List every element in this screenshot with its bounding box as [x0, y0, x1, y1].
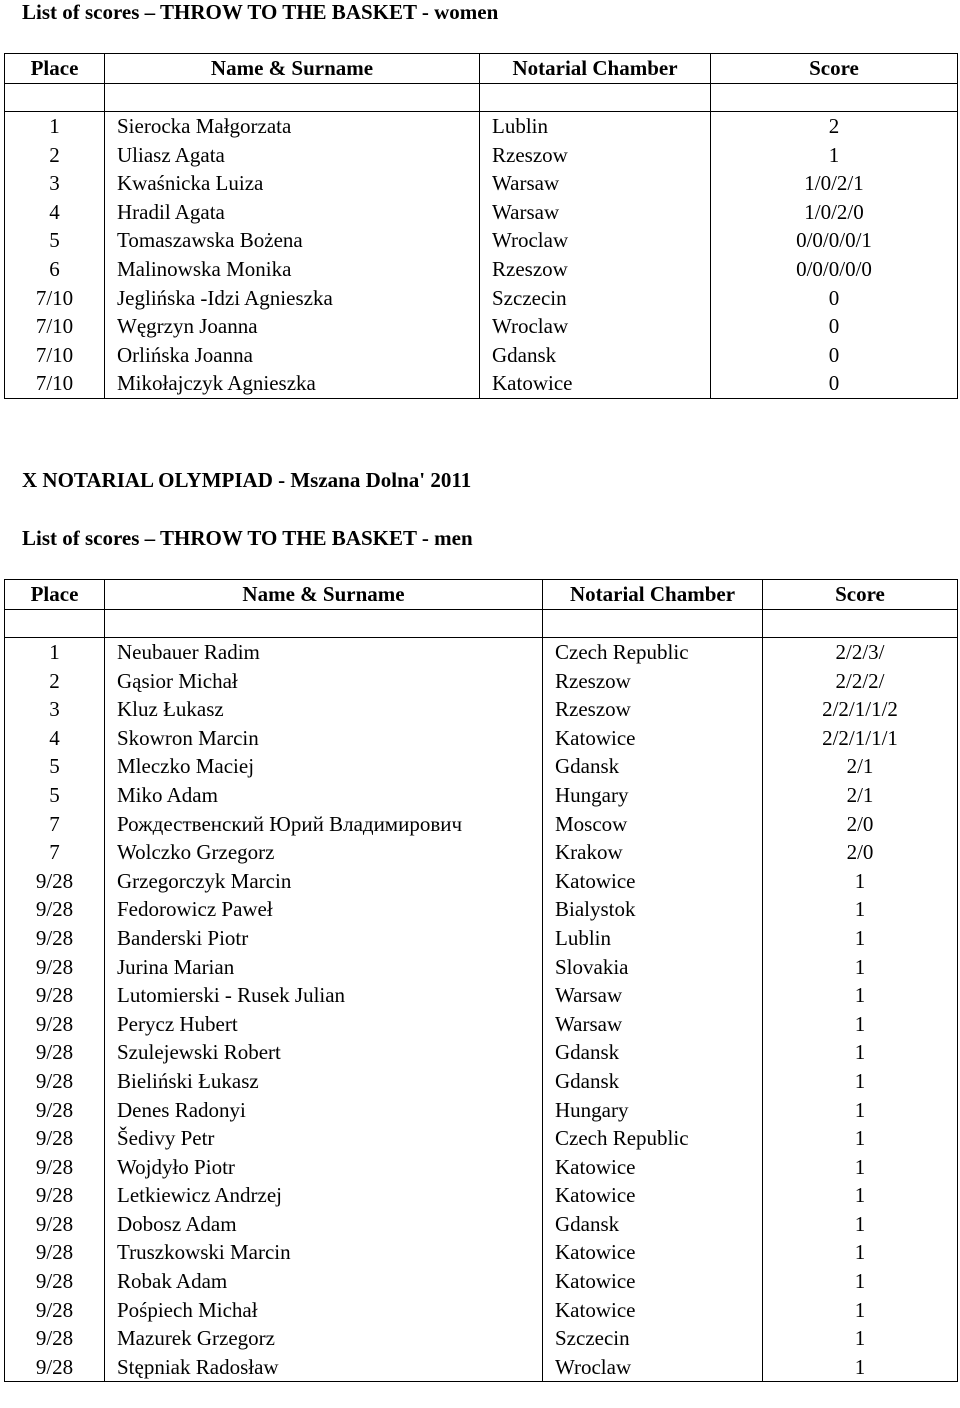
- score-cell: 2/0: [763, 838, 958, 867]
- name-cell: Jurina Marian: [105, 953, 543, 982]
- place-cell: 5: [5, 781, 105, 810]
- score-cell: 1: [763, 1181, 958, 1210]
- name-cell: Pośpiech Michał: [105, 1296, 543, 1325]
- place-cell: 9/28: [5, 867, 105, 896]
- table-row: [5, 1296, 958, 1325]
- table-row: [5, 255, 958, 284]
- place-cell: 4: [5, 724, 105, 753]
- score-cell: 1: [711, 141, 958, 170]
- name-cell: Węgrzyn Joanna: [105, 312, 480, 341]
- place-cell: 7: [5, 810, 105, 839]
- chamber-cell: Lublin: [543, 924, 763, 953]
- name-cell: Kluz Łukasz: [105, 695, 543, 724]
- place-cell: 3: [5, 695, 105, 724]
- name-cell: Szulejewski Robert: [105, 1038, 543, 1067]
- chamber-cell: Katowice: [543, 1153, 763, 1182]
- chamber-cell: Hungary: [543, 781, 763, 810]
- score-cell: 2: [711, 112, 958, 141]
- place-cell: 9/28: [5, 1296, 105, 1325]
- table-row: [5, 312, 958, 341]
- name-cell: Grzegorczyk Marcin: [105, 867, 543, 896]
- score-cell: 0: [711, 369, 958, 398]
- table-row: [5, 169, 958, 198]
- place-cell: 9/28: [5, 981, 105, 1010]
- men-list-title: List of scores – THROW TO THE BASKET - men: [22, 526, 473, 550]
- table-row: [5, 895, 958, 924]
- place-cell: 7/10: [5, 312, 105, 341]
- name-cell: Gąsior Michał: [105, 667, 543, 696]
- place-cell: 7: [5, 838, 105, 867]
- name-cell: Robak Adam: [105, 1267, 543, 1296]
- empty-cell: [5, 84, 105, 112]
- score-cell: 1: [763, 1353, 958, 1382]
- table-row: [5, 112, 958, 141]
- chamber-cell: Wroclaw: [480, 312, 711, 341]
- chamber-cell: Krakow: [543, 838, 763, 867]
- table-row: [5, 724, 958, 753]
- name-cell: Malinowska Monika: [105, 255, 480, 284]
- table-row: [5, 1210, 958, 1239]
- place-cell: 9/28: [5, 1067, 105, 1096]
- place-cell: 9/28: [5, 1238, 105, 1267]
- name-cell: Truszkowski Marcin: [105, 1238, 543, 1267]
- score-cell: 1: [763, 1324, 958, 1353]
- score-cell: 1: [763, 1238, 958, 1267]
- table-row: [5, 198, 958, 227]
- chamber-cell: Szczecin: [543, 1324, 763, 1353]
- score-cell: 1: [763, 1038, 958, 1067]
- place-cell: 9/28: [5, 1210, 105, 1239]
- place-cell: 4: [5, 198, 105, 227]
- empty-cell: [763, 610, 958, 638]
- place-cell: 9/28: [5, 1010, 105, 1039]
- score-cell: 0/0/0/0/0: [711, 255, 958, 284]
- header-row: [5, 54, 958, 84]
- place-cell: 5: [5, 226, 105, 255]
- chamber-cell: Gdansk: [543, 752, 763, 781]
- score-cell: 0/0/0/0/1: [711, 226, 958, 255]
- name-cell: Рождественский Юрий Владимирович: [105, 810, 543, 839]
- chamber-cell: Warsaw: [543, 981, 763, 1010]
- name-cell: Šedivy Petr: [105, 1124, 543, 1153]
- table-row: [5, 341, 958, 370]
- table-row: [5, 781, 958, 810]
- chamber-cell: Rzeszow: [480, 141, 711, 170]
- place-cell: 9/28: [5, 1324, 105, 1353]
- place-cell: 1: [5, 638, 105, 667]
- place-cell: 2: [5, 141, 105, 170]
- place-cell: 9/28: [5, 1153, 105, 1182]
- chamber-cell: Katowice: [543, 867, 763, 896]
- chamber-cell: Gdansk: [543, 1210, 763, 1239]
- table-row: [5, 810, 958, 839]
- table-row: [5, 695, 958, 724]
- score-cell: 2/2/3/: [763, 638, 958, 667]
- empty-cell: [105, 84, 480, 112]
- score-cell: 1: [763, 1067, 958, 1096]
- table-row: [5, 953, 958, 982]
- name-cell: Mikołajczyk Agnieszka: [105, 369, 480, 398]
- chamber-header: Notarial Chamber: [543, 580, 763, 610]
- place-cell: 3: [5, 169, 105, 198]
- place-cell: 9/28: [5, 895, 105, 924]
- score-cell: 0: [711, 341, 958, 370]
- chamber-cell: Moscow: [543, 810, 763, 839]
- place-cell: 7/10: [5, 369, 105, 398]
- place-cell: 7/10: [5, 284, 105, 313]
- table-row: [5, 1038, 958, 1067]
- name-cell: Miko Adam: [105, 781, 543, 810]
- table-row: [5, 1096, 958, 1125]
- score-cell: 1: [763, 895, 958, 924]
- score-cell: 1: [763, 1124, 958, 1153]
- chamber-cell: Katowice: [543, 1296, 763, 1325]
- chamber-cell: Warsaw: [480, 169, 711, 198]
- empty-cell: [105, 610, 543, 638]
- chamber-cell: Hungary: [543, 1096, 763, 1125]
- place-cell: 6: [5, 255, 105, 284]
- score-cell: 2/1: [763, 752, 958, 781]
- table-row: [5, 1124, 958, 1153]
- table-row: [5, 1267, 958, 1296]
- chamber-cell: Czech Republic: [543, 638, 763, 667]
- name-cell: Mleczko Maciej: [105, 752, 543, 781]
- score-cell: 2/0: [763, 810, 958, 839]
- place-cell: 9/28: [5, 924, 105, 953]
- chamber-cell: Lublin: [480, 112, 711, 141]
- spacer-row: [5, 610, 958, 638]
- score-cell: 1: [763, 1210, 958, 1239]
- place-cell: 1: [5, 112, 105, 141]
- table-row: [5, 369, 958, 398]
- place-cell: 9/28: [5, 1267, 105, 1296]
- place-cell: 9/28: [5, 1038, 105, 1067]
- table-row: [5, 284, 958, 313]
- chamber-cell: Warsaw: [480, 198, 711, 227]
- name-cell: Dobosz Adam: [105, 1210, 543, 1239]
- table-row: [5, 1153, 958, 1182]
- score-cell: 2/2/2/: [763, 667, 958, 696]
- name-cell: Denes Radonyi: [105, 1096, 543, 1125]
- name-cell: Fedorowicz Paweł: [105, 895, 543, 924]
- score-cell: 2/1: [763, 781, 958, 810]
- spacer-row: [5, 84, 958, 112]
- table-row: [5, 226, 958, 255]
- chamber-cell: Warsaw: [543, 1010, 763, 1039]
- table-row: [5, 1181, 958, 1210]
- name-cell: Lutomierski - Rusek Julian: [105, 981, 543, 1010]
- header-row: [5, 580, 958, 610]
- name-cell: Uliasz Agata: [105, 141, 480, 170]
- table-row: [5, 1010, 958, 1039]
- empty-cell: [711, 84, 958, 112]
- chamber-cell: Rzeszow: [543, 695, 763, 724]
- table-row: [5, 1324, 958, 1353]
- score-cell: 1: [763, 1153, 958, 1182]
- chamber-cell: Rzeszow: [480, 255, 711, 284]
- place-cell: 9/28: [5, 1181, 105, 1210]
- score-cell: 1: [763, 924, 958, 953]
- chamber-cell: Slovakia: [543, 953, 763, 982]
- name-cell: Jeglińska -Idzi Agnieszka: [105, 284, 480, 313]
- chamber-cell: Katowice: [543, 1238, 763, 1267]
- place-cell: 9/28: [5, 1096, 105, 1125]
- table-row: [5, 638, 958, 667]
- table-row: [5, 838, 958, 867]
- chamber-cell: Katowice: [480, 369, 711, 398]
- score-header: Score: [763, 580, 958, 610]
- place-cell: 9/28: [5, 1353, 105, 1382]
- name-cell: Sierocka Małgorzata: [105, 112, 480, 141]
- score-cell: 0: [711, 284, 958, 313]
- name-header: Name & Surname: [105, 54, 480, 84]
- empty-cell: [5, 610, 105, 638]
- place-cell: 5: [5, 752, 105, 781]
- empty-cell: [543, 610, 763, 638]
- table-row: [5, 667, 958, 696]
- table-row: [5, 752, 958, 781]
- name-cell: Wojdyło Piotr: [105, 1153, 543, 1182]
- table-row: [5, 1067, 958, 1096]
- score-cell: 2/2/1/1/2: [763, 695, 958, 724]
- place-header: Place: [5, 580, 105, 610]
- chamber-cell: Czech Republic: [543, 1124, 763, 1153]
- chamber-cell: Katowice: [543, 1181, 763, 1210]
- name-cell: Bieliński Łukasz: [105, 1067, 543, 1096]
- name-cell: Perycz Hubert: [105, 1010, 543, 1039]
- table-row: [5, 141, 958, 170]
- score-cell: 1: [763, 981, 958, 1010]
- empty-cell: [480, 84, 711, 112]
- place-cell: 9/28: [5, 1124, 105, 1153]
- score-cell: 1: [763, 1096, 958, 1125]
- name-cell: Letkiewicz Andrzej: [105, 1181, 543, 1210]
- table-row: [5, 867, 958, 896]
- name-cell: Tomaszawska Bożena: [105, 226, 480, 255]
- chamber-cell: Bialystok: [543, 895, 763, 924]
- name-header: Name & Surname: [105, 580, 543, 610]
- score-cell: 1: [763, 1010, 958, 1039]
- table-row: [5, 1238, 958, 1267]
- score-cell: 1: [763, 953, 958, 982]
- name-cell: Skowron Marcin: [105, 724, 543, 753]
- score-header: Score: [711, 54, 958, 84]
- name-cell: Orlińska Joanna: [105, 341, 480, 370]
- score-cell: 1: [763, 1296, 958, 1325]
- chamber-cell: Gdansk: [480, 341, 711, 370]
- name-cell: Banderski Piotr: [105, 924, 543, 953]
- place-cell: 2: [5, 667, 105, 696]
- chamber-cell: Katowice: [543, 1267, 763, 1296]
- table-row: [5, 1353, 958, 1382]
- event-title: X NOTARIAL OLYMPIAD - Mszana Dolna' 2011: [22, 468, 472, 492]
- table-row: [5, 924, 958, 953]
- chamber-cell: Rzeszow: [543, 667, 763, 696]
- score-cell: 1/0/2/0: [711, 198, 958, 227]
- score-cell: 1: [763, 1267, 958, 1296]
- chamber-header: Notarial Chamber: [480, 54, 711, 84]
- chamber-cell: Gdansk: [543, 1067, 763, 1096]
- chamber-cell: Gdansk: [543, 1038, 763, 1067]
- name-cell: Wolczko Grzegorz: [105, 838, 543, 867]
- women-list-title: List of scores – THROW TO THE BASKET - women: [22, 0, 499, 24]
- place-cell: 9/28: [5, 953, 105, 982]
- name-cell: Kwaśnicka Luiza: [105, 169, 480, 198]
- score-cell: 2/2/1/1/1: [763, 724, 958, 753]
- chamber-cell: Szczecin: [480, 284, 711, 313]
- score-cell: 0: [711, 312, 958, 341]
- chamber-cell: Katowice: [543, 724, 763, 753]
- score-cell: 1: [763, 867, 958, 896]
- chamber-cell: Wroclaw: [480, 226, 711, 255]
- name-cell: Stępniak Radosław: [105, 1353, 543, 1382]
- name-cell: Hradil Agata: [105, 198, 480, 227]
- name-cell: Neubauer Radim: [105, 638, 543, 667]
- place-cell: 7/10: [5, 341, 105, 370]
- name-cell: Mazurek Grzegorz: [105, 1324, 543, 1353]
- table-row: [5, 981, 958, 1010]
- chamber-cell: Wroclaw: [543, 1353, 763, 1382]
- place-header: Place: [5, 54, 105, 84]
- score-cell: 1/0/2/1: [711, 169, 958, 198]
- women-scores-table: [4, 53, 958, 399]
- men-scores-table: [4, 579, 958, 1382]
